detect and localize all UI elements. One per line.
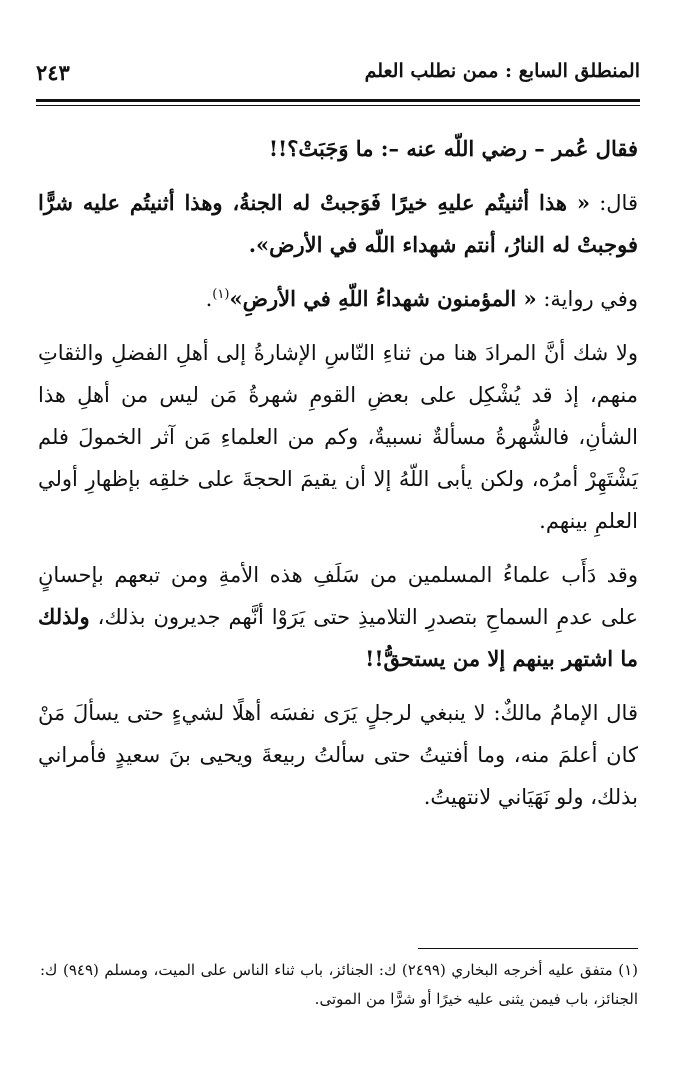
- footnotes: [40, 956, 638, 1014]
- footnote-1: (١) متفق عليه أخرجه البخاري (٢٤٩٩) ك: الجنائز، باب ثناء الناس على الميت، ومسلم (٩٤٩) ك: الجنائز، باب فيمن يثنى عليه خيرًا أو شرًّا من الموتى.: [40, 961, 638, 1008]
- hadith-quote-1: « هذا أثنيتُم عليهِ خيرًا فَوَجبتْ له الجنةُ، وهذا أثنيتُم عليه شرًّا فوجبتْ له النارُ، أنتم شهداء اللّه في الأرض».: [38, 190, 638, 257]
- hadith-quote-2: « المؤمنون شهداءُ اللّهِ في الأرضِ»: [229, 286, 537, 311]
- main-text: [38, 128, 638, 830]
- paragraph-5: [38, 554, 638, 680]
- paragraph-4: ولا شك أنَّ المرادَ هنا من ثناءِ النّاسِ الإشارةُ إلى أهلِ الفضلِ والثقاتِ منهم، إذ قد يُشْكِل على بعضِ القومِ شهرةُ مَن ليس من أهلِ هذا الشأنِ، فالشُّهرةُ مسألةٌ نسبيةٌ، وكم من العلماءِ مَن آثر الخمولَ فلم يَشْتَهِرْ أمرُه، ولكن يأبى اللّهُ إلا أن يقيمَ الحجةَ على خلقِه بإظهارِ أولي العلمِ بينهم.: [38, 341, 638, 533]
- paragraph-5-bold: ولذلك ما اشتهر بينهم إلا من يستحقُّ!!: [38, 604, 638, 671]
- footnote-ref-1: (١): [212, 287, 230, 302]
- paragraph-3-lead: وفي رواية:: [536, 287, 638, 311]
- header-rule-thick: [36, 99, 640, 102]
- header-rule-thin: [36, 105, 640, 106]
- paragraph-1: فقال عُمر – رضي اللّه عنه –: ما وَجَبَتْ؟!!: [268, 136, 638, 161]
- paragraph-3-end: .: [205, 287, 213, 311]
- page-header: [36, 58, 640, 92]
- paragraph-2: [38, 182, 638, 266]
- paragraph-5-text: وقد دَأَب علماءُ المسلمين من سَلَفِ هذه الأمةِ ومن تبعهم بإحسانٍ على عدمِ السماحِ بتصدرِ التلاميذِ حتى يَرَوْا أنَّهم جديرون بذلك،: [38, 563, 638, 629]
- paragraph-3: [38, 278, 638, 320]
- page-number: ٢٤٣: [36, 60, 70, 85]
- paragraph-2-lead: قال:: [589, 191, 638, 215]
- paragraph-6: قال الإمامُ مالكٌ: لا ينبغي لرجلٍ يَرَى نفسَه أهلًا لشيءٍ حتى يسألَ مَنْ كان أعلمَ منه، وما أفتيتُ حتى سألتُ ربيعةَ ويحيى بنَ سعيدٍ فأمراني بذلك، ولو نَهَيَاني لانتهيتُ.: [38, 701, 638, 809]
- footnote-rule: [418, 948, 638, 949]
- chapter-title: المنطلق السابع : ممن نطلب العلم: [364, 60, 640, 82]
